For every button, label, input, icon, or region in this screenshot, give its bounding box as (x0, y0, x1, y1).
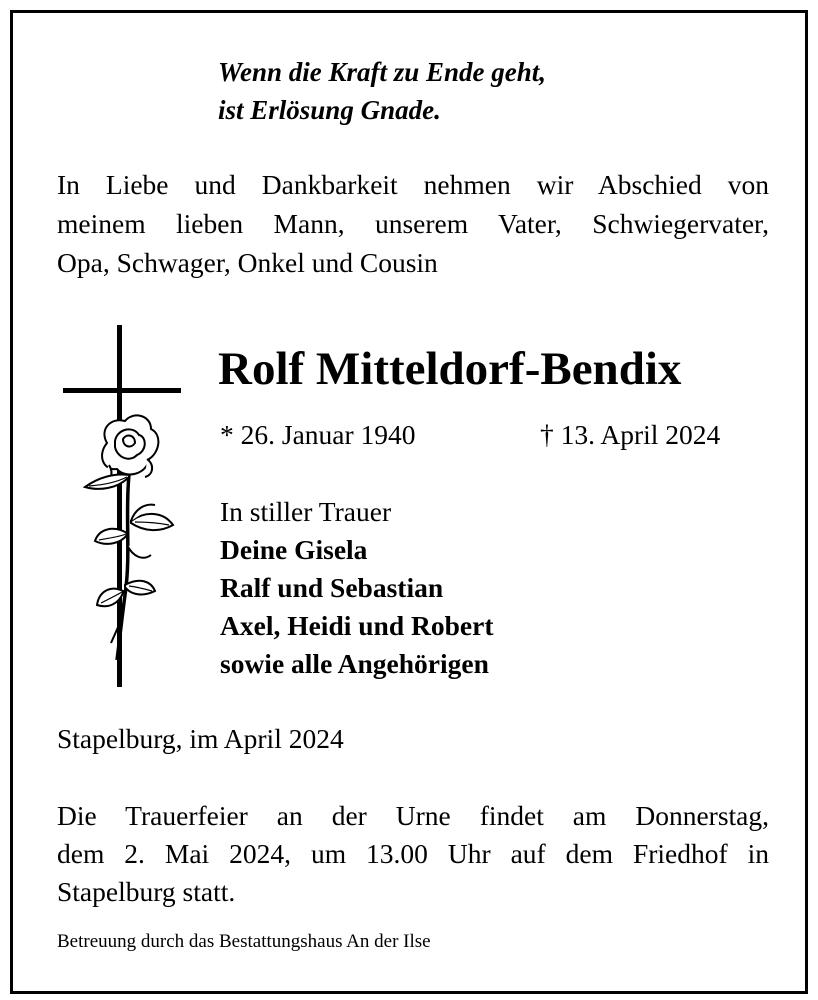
intro-line-3: Opa, Schwager, Onkel und Cousin (57, 247, 438, 278)
deceased-name: Rolf Mitteldorf-Bendix (218, 343, 682, 395)
motto-line-1: Wenn die Kraft zu Ende geht, (218, 57, 547, 87)
cross-with-rose-icon (59, 325, 189, 687)
funeral-info (57, 797, 769, 911)
birth-date: * 26. Januar 1940 (220, 419, 416, 450)
obituary-notice (10, 10, 808, 994)
place-date: Stapelburg, im April 2024 (57, 723, 344, 754)
mourners-intro: In stiller Trauer (220, 496, 392, 527)
intro-line-1: In Liebe und Dankbarkeit nehmen wir Abschied von (57, 169, 769, 200)
mourner-name: Axel, Heidi und Robert (220, 610, 494, 641)
mourner-name: sowie alle Angehörigen (220, 648, 489, 679)
death-date: † 13. April 2024 (540, 419, 721, 450)
motto (218, 53, 546, 129)
funeral-line-3: Stapelburg statt. (57, 876, 236, 907)
mourner-name: Deine Gisela (220, 534, 368, 565)
mourners-block (220, 493, 493, 683)
funeral-line-1: Die Trauerfeier an der Urne findet am Donnerstag, (57, 800, 769, 831)
intro-text (57, 165, 769, 282)
motto-line-2: ist Erlösung Gnade. (218, 95, 441, 125)
funeral-line-2: dem 2. Mai 2024, um 13.00 Uhr auf dem Friedhof in (57, 838, 769, 869)
intro-line-2: meinem lieben Mann, unserem Vater, Schwiegervater, (57, 208, 769, 239)
mourner-name: Ralf und Sebastian (220, 572, 444, 603)
funeral-home-note: Betreuung durch das Bestattungshaus An der Ilse (57, 931, 431, 952)
